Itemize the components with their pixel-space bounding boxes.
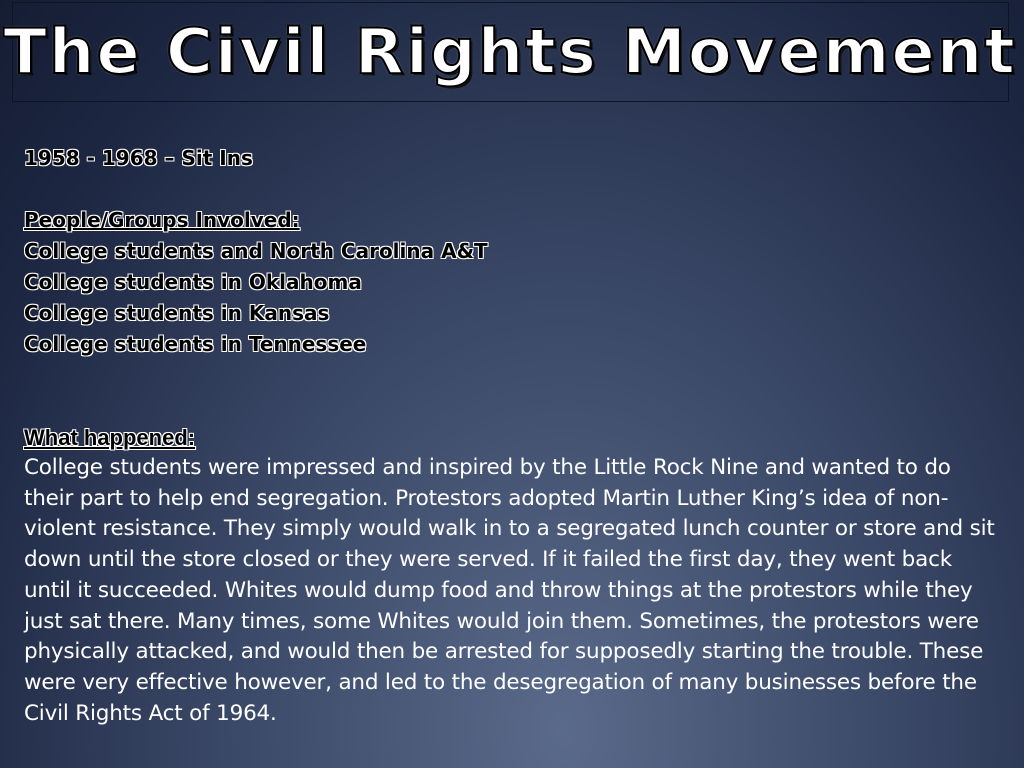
title-box xyxy=(3,2,1018,102)
people-heading: People/Groups Involved: xyxy=(24,208,300,232)
people-item: College students and North Carolina A&T xyxy=(24,239,488,263)
people-item: College students in Kansas xyxy=(24,301,330,325)
slide-content xyxy=(24,143,999,729)
what-happened-body: College students were impressed and inspired by the Little Rock Nine and wanted to do their part to help end segregation. Protestors adopted Martin Luther King’s idea of non-violent resistance. They simply would walk in to a segregated lunch counter or store and sit down until the store closed or they were served. If it failed the first day, they went back until it succeeded. Whites would dump food and throw things at the protestors while they just sat there. Many times, some Whites would join them. Sometimes, the protestors were physically attacked, and would then be arrested for supposedly starting the trouble. These were very effective however, and led to the desegregation of many businesses before the Civil Rights Act of 1964. xyxy=(24,455,995,726)
people-item: College students in Oklahoma xyxy=(24,270,362,294)
dates-line: 1958 - 1968 – Sit Ins xyxy=(24,146,253,170)
what-happened-heading: What happened: xyxy=(24,425,196,450)
slide-title: The Civil Rights Movement xyxy=(3,15,1018,88)
people-item: College students in Tennessee xyxy=(24,332,367,356)
